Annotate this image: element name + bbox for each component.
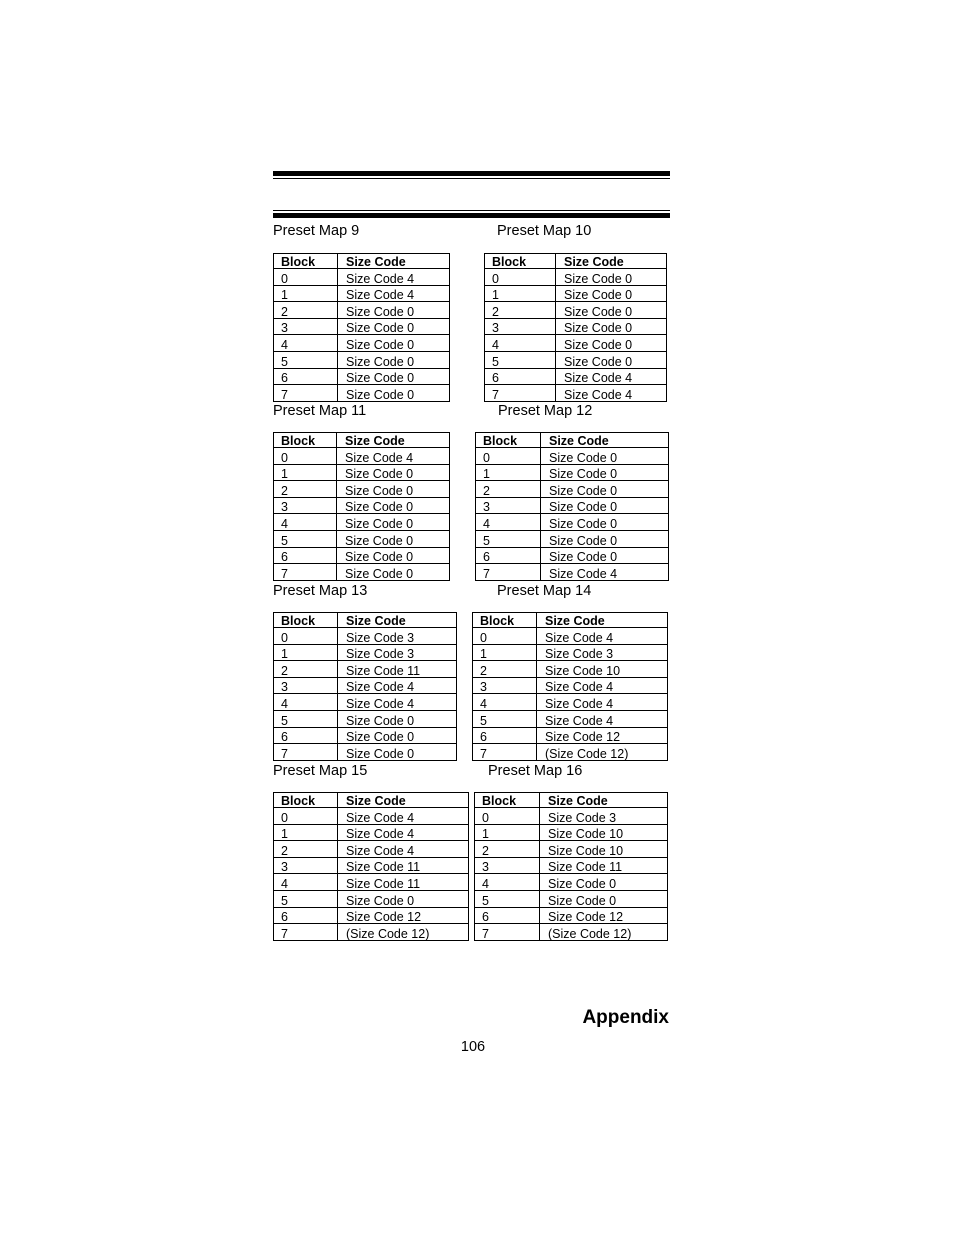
size-code-cell: Size Code 0 (338, 368, 450, 385)
section-title: Appendix (582, 1007, 669, 1028)
block-cell: 5 (274, 351, 338, 368)
size-code-cell: Size Code 10 (537, 661, 668, 678)
column-header-block: Block (485, 254, 556, 269)
table-row (475, 808, 668, 825)
column-header-block: Block (274, 254, 338, 269)
block-cell: 4 (274, 874, 338, 891)
table-header-row (476, 433, 669, 448)
table-row (274, 318, 450, 335)
block-cell: 4 (274, 514, 337, 531)
block-cell: 3 (274, 857, 338, 874)
table-row (473, 694, 668, 711)
table-row (475, 924, 668, 941)
table-row (274, 857, 469, 874)
table-header-row (274, 433, 450, 448)
block-cell: 6 (475, 907, 540, 924)
size-code-cell: Size Code 4 (541, 564, 669, 581)
table-row (475, 824, 668, 841)
table-row (485, 285, 667, 302)
size-code-cell: Size Code 0 (337, 481, 450, 498)
table-row (485, 318, 667, 335)
size-code-cell: Size Code 0 (541, 497, 669, 514)
column-header-block: Block (473, 613, 537, 628)
table-row (473, 727, 668, 744)
block-cell: 0 (485, 269, 556, 286)
size-code-cell: Size Code 3 (537, 644, 668, 661)
table-row (485, 302, 667, 319)
size-code-cell: Size Code 0 (338, 351, 450, 368)
size-code-cell: Size Code 3 (338, 644, 457, 661)
block-cell: 1 (274, 285, 338, 302)
block-cell: 0 (274, 808, 338, 825)
block-cell: 3 (476, 497, 541, 514)
table-row (485, 385, 667, 402)
table-row (274, 841, 469, 858)
size-code-cell: Size Code 11 (338, 874, 469, 891)
size-code-cell: Size Code 0 (338, 385, 450, 402)
table-row (274, 874, 469, 891)
preset-map-title: Preset Map 9 (273, 223, 360, 239)
block-cell: 5 (485, 351, 556, 368)
preset-map-title: Preset Map 10 (497, 223, 592, 239)
preset-map-title: Preset Map 15 (273, 763, 368, 779)
size-code-cell: Size Code 0 (556, 318, 667, 335)
size-code-cell: Size Code 4 (338, 269, 450, 286)
size-code-cell: (Size Code 12) (537, 744, 668, 761)
block-cell: 1 (473, 644, 537, 661)
block-cell: 1 (485, 285, 556, 302)
size-code-cell: Size Code 4 (556, 368, 667, 385)
preset-map-table (273, 792, 469, 941)
table-row (274, 924, 469, 941)
size-code-cell: Size Code 0 (338, 335, 450, 352)
preset-map-title: Preset Map 14 (497, 583, 592, 599)
block-cell: 7 (274, 564, 337, 581)
block-cell: 2 (274, 481, 337, 498)
column-header-size-code: Size Code (338, 254, 450, 269)
block-cell: 6 (485, 368, 556, 385)
block-cell: 7 (476, 564, 541, 581)
block-cell: 4 (485, 335, 556, 352)
size-code-cell: Size Code 0 (338, 302, 450, 319)
size-code-cell: Size Code 4 (537, 694, 668, 711)
block-cell: 6 (274, 368, 338, 385)
size-code-cell: Size Code 0 (337, 464, 450, 481)
header-rule-thick (273, 171, 670, 176)
table-row (274, 448, 450, 465)
size-code-cell: Size Code 0 (337, 514, 450, 531)
table-row (274, 335, 450, 352)
table-row (473, 710, 668, 727)
size-code-cell: Size Code 0 (541, 530, 669, 547)
preset-map-table (474, 792, 668, 941)
size-code-cell: Size Code 0 (337, 497, 450, 514)
block-cell: 1 (476, 464, 541, 481)
size-code-cell: Size Code 0 (338, 318, 450, 335)
table-row (274, 481, 450, 498)
size-code-cell: Size Code 12 (338, 907, 469, 924)
block-cell: 7 (274, 924, 338, 941)
block-cell: 5 (473, 710, 537, 727)
table-row (274, 368, 450, 385)
table-header-row (274, 613, 457, 628)
block-cell: 7 (274, 744, 338, 761)
table-row (274, 694, 457, 711)
size-code-cell: Size Code 11 (338, 661, 457, 678)
column-header-block: Block (476, 433, 541, 448)
table-row (475, 890, 668, 907)
size-code-cell: Size Code 3 (540, 808, 668, 825)
table-row (274, 677, 457, 694)
table-row (274, 269, 450, 286)
column-header-size-code: Size Code (556, 254, 667, 269)
header-rule-thin (273, 178, 670, 179)
block-cell: 5 (274, 530, 337, 547)
table-row (475, 874, 668, 891)
column-header-block: Block (274, 793, 338, 808)
block-cell: 4 (473, 694, 537, 711)
table-row (274, 727, 457, 744)
column-header-size-code: Size Code (338, 793, 469, 808)
table-row (476, 530, 669, 547)
block-cell: 6 (473, 727, 537, 744)
block-cell: 7 (274, 385, 338, 402)
size-code-cell: Size Code 0 (541, 464, 669, 481)
preset-map-title: Preset Map 16 (488, 763, 583, 779)
size-code-cell: Size Code 12 (540, 907, 668, 924)
size-code-cell: Size Code 4 (338, 808, 469, 825)
table-header-row (274, 793, 469, 808)
size-code-cell: Size Code 0 (556, 335, 667, 352)
size-code-cell: Size Code 0 (338, 727, 457, 744)
size-code-cell: Size Code 0 (556, 269, 667, 286)
block-cell: 2 (475, 841, 540, 858)
size-code-cell: Size Code 4 (537, 710, 668, 727)
block-cell: 0 (274, 448, 337, 465)
table-row (274, 644, 457, 661)
column-header-size-code: Size Code (338, 613, 457, 628)
block-cell: 0 (475, 808, 540, 825)
table-row (274, 890, 469, 907)
block-cell: 3 (274, 497, 337, 514)
table-header-row (473, 613, 668, 628)
block-cell: 2 (473, 661, 537, 678)
block-cell: 6 (274, 907, 338, 924)
block-cell: 5 (475, 890, 540, 907)
block-cell: 7 (475, 924, 540, 941)
block-cell: 6 (274, 727, 338, 744)
size-code-cell: Size Code 0 (541, 448, 669, 465)
table-row (274, 564, 450, 581)
block-cell: 1 (274, 644, 338, 661)
size-code-cell: Size Code 0 (540, 874, 668, 891)
column-header-size-code: Size Code (537, 613, 668, 628)
table-header-row (475, 793, 668, 808)
table-row (476, 514, 669, 531)
table-row (473, 628, 668, 645)
table-row (475, 907, 668, 924)
table-row (274, 302, 450, 319)
block-cell: 6 (274, 547, 337, 564)
size-code-cell: Size Code 0 (338, 744, 457, 761)
size-code-cell: Size Code 0 (540, 890, 668, 907)
table-row (274, 628, 457, 645)
table-header-row (485, 254, 667, 269)
block-cell: 4 (274, 335, 338, 352)
preset-map-title: Preset Map 11 (273, 403, 367, 419)
block-cell: 3 (473, 677, 537, 694)
block-cell: 5 (274, 890, 338, 907)
table-row (476, 547, 669, 564)
table-row (274, 464, 450, 481)
size-code-cell: (Size Code 12) (540, 924, 668, 941)
table-row (274, 285, 450, 302)
block-cell: 3 (274, 318, 338, 335)
block-cell: 3 (274, 677, 338, 694)
size-code-cell: Size Code 4 (338, 677, 457, 694)
column-header-size-code: Size Code (337, 433, 450, 448)
block-cell: 2 (274, 302, 338, 319)
table-row (476, 448, 669, 465)
size-code-cell: Size Code 11 (338, 857, 469, 874)
preset-map-table (273, 432, 450, 581)
column-header-block: Block (475, 793, 540, 808)
column-header-size-code: Size Code (540, 793, 668, 808)
table-row (274, 497, 450, 514)
size-code-cell: (Size Code 12) (338, 924, 469, 941)
table-row (473, 744, 668, 761)
table-row (274, 530, 450, 547)
table-row (473, 644, 668, 661)
column-header-block: Block (274, 433, 337, 448)
size-code-cell: Size Code 4 (338, 694, 457, 711)
block-cell: 3 (475, 857, 540, 874)
table-row (476, 497, 669, 514)
table-row (274, 661, 457, 678)
preset-map-table (472, 612, 668, 761)
table-row (274, 710, 457, 727)
block-cell: 4 (476, 514, 541, 531)
table-header-row (274, 254, 450, 269)
table-row (274, 547, 450, 564)
size-code-cell: Size Code 0 (541, 481, 669, 498)
block-cell: 1 (274, 464, 337, 481)
table-row (274, 514, 450, 531)
preset-map-table (475, 432, 669, 581)
table-row (274, 824, 469, 841)
size-code-cell: Size Code 0 (337, 530, 450, 547)
block-cell: 4 (475, 874, 540, 891)
table-row (475, 857, 668, 874)
size-code-cell: Size Code 0 (337, 564, 450, 581)
table-row (476, 464, 669, 481)
preset-map-table (484, 253, 667, 402)
size-code-cell: Size Code 4 (537, 628, 668, 645)
block-cell: 4 (274, 694, 338, 711)
size-code-cell: Size Code 0 (338, 710, 457, 727)
block-cell: 3 (485, 318, 556, 335)
section-rule-thin (273, 210, 670, 211)
block-cell: 7 (473, 744, 537, 761)
block-cell: 7 (485, 385, 556, 402)
table-row (274, 808, 469, 825)
preset-map-table (273, 612, 457, 761)
block-cell: 2 (274, 841, 338, 858)
block-cell: 0 (274, 269, 338, 286)
size-code-cell: Size Code 12 (537, 727, 668, 744)
block-cell: 1 (274, 824, 338, 841)
table-row (274, 385, 450, 402)
table-row (473, 661, 668, 678)
size-code-cell: Size Code 0 (541, 514, 669, 531)
block-cell: 0 (476, 448, 541, 465)
size-code-cell: Size Code 0 (541, 547, 669, 564)
column-header-size-code: Size Code (541, 433, 669, 448)
table-row (485, 269, 667, 286)
table-row (476, 564, 669, 581)
size-code-cell: Size Code 10 (540, 824, 668, 841)
block-cell: 0 (274, 628, 338, 645)
preset-map-title: Preset Map 12 (498, 403, 593, 419)
block-cell: 2 (476, 481, 541, 498)
size-code-cell: Size Code 4 (338, 824, 469, 841)
table-row (274, 744, 457, 761)
size-code-cell: Size Code 4 (337, 448, 450, 465)
size-code-cell: Size Code 4 (537, 677, 668, 694)
block-cell: 2 (485, 302, 556, 319)
block-cell: 5 (476, 530, 541, 547)
block-cell: 2 (274, 661, 338, 678)
size-code-cell: Size Code 4 (338, 841, 469, 858)
size-code-cell: Size Code 4 (338, 285, 450, 302)
size-code-cell: Size Code 0 (556, 285, 667, 302)
block-cell: 5 (274, 710, 338, 727)
table-row (274, 907, 469, 924)
block-cell: 6 (476, 547, 541, 564)
size-code-cell: Size Code 0 (556, 351, 667, 368)
size-code-cell: Size Code 3 (338, 628, 457, 645)
size-code-cell: Size Code 0 (338, 890, 469, 907)
block-cell: 0 (473, 628, 537, 645)
column-header-block: Block (274, 613, 338, 628)
size-code-cell: Size Code 10 (540, 841, 668, 858)
table-row (473, 677, 668, 694)
preset-map-title: Preset Map 13 (273, 583, 368, 599)
table-row (274, 351, 450, 368)
table-row (485, 335, 667, 352)
size-code-cell: Size Code 4 (556, 385, 667, 402)
size-code-cell: Size Code 0 (337, 547, 450, 564)
page-number: 106 (460, 1039, 486, 1055)
preset-map-table (273, 253, 450, 402)
block-cell: 1 (475, 824, 540, 841)
table-row (485, 368, 667, 385)
section-rule-thick (273, 213, 670, 218)
size-code-cell: Size Code 0 (556, 302, 667, 319)
table-row (475, 841, 668, 858)
table-row (476, 481, 669, 498)
table-row (485, 351, 667, 368)
size-code-cell: Size Code 11 (540, 857, 668, 874)
